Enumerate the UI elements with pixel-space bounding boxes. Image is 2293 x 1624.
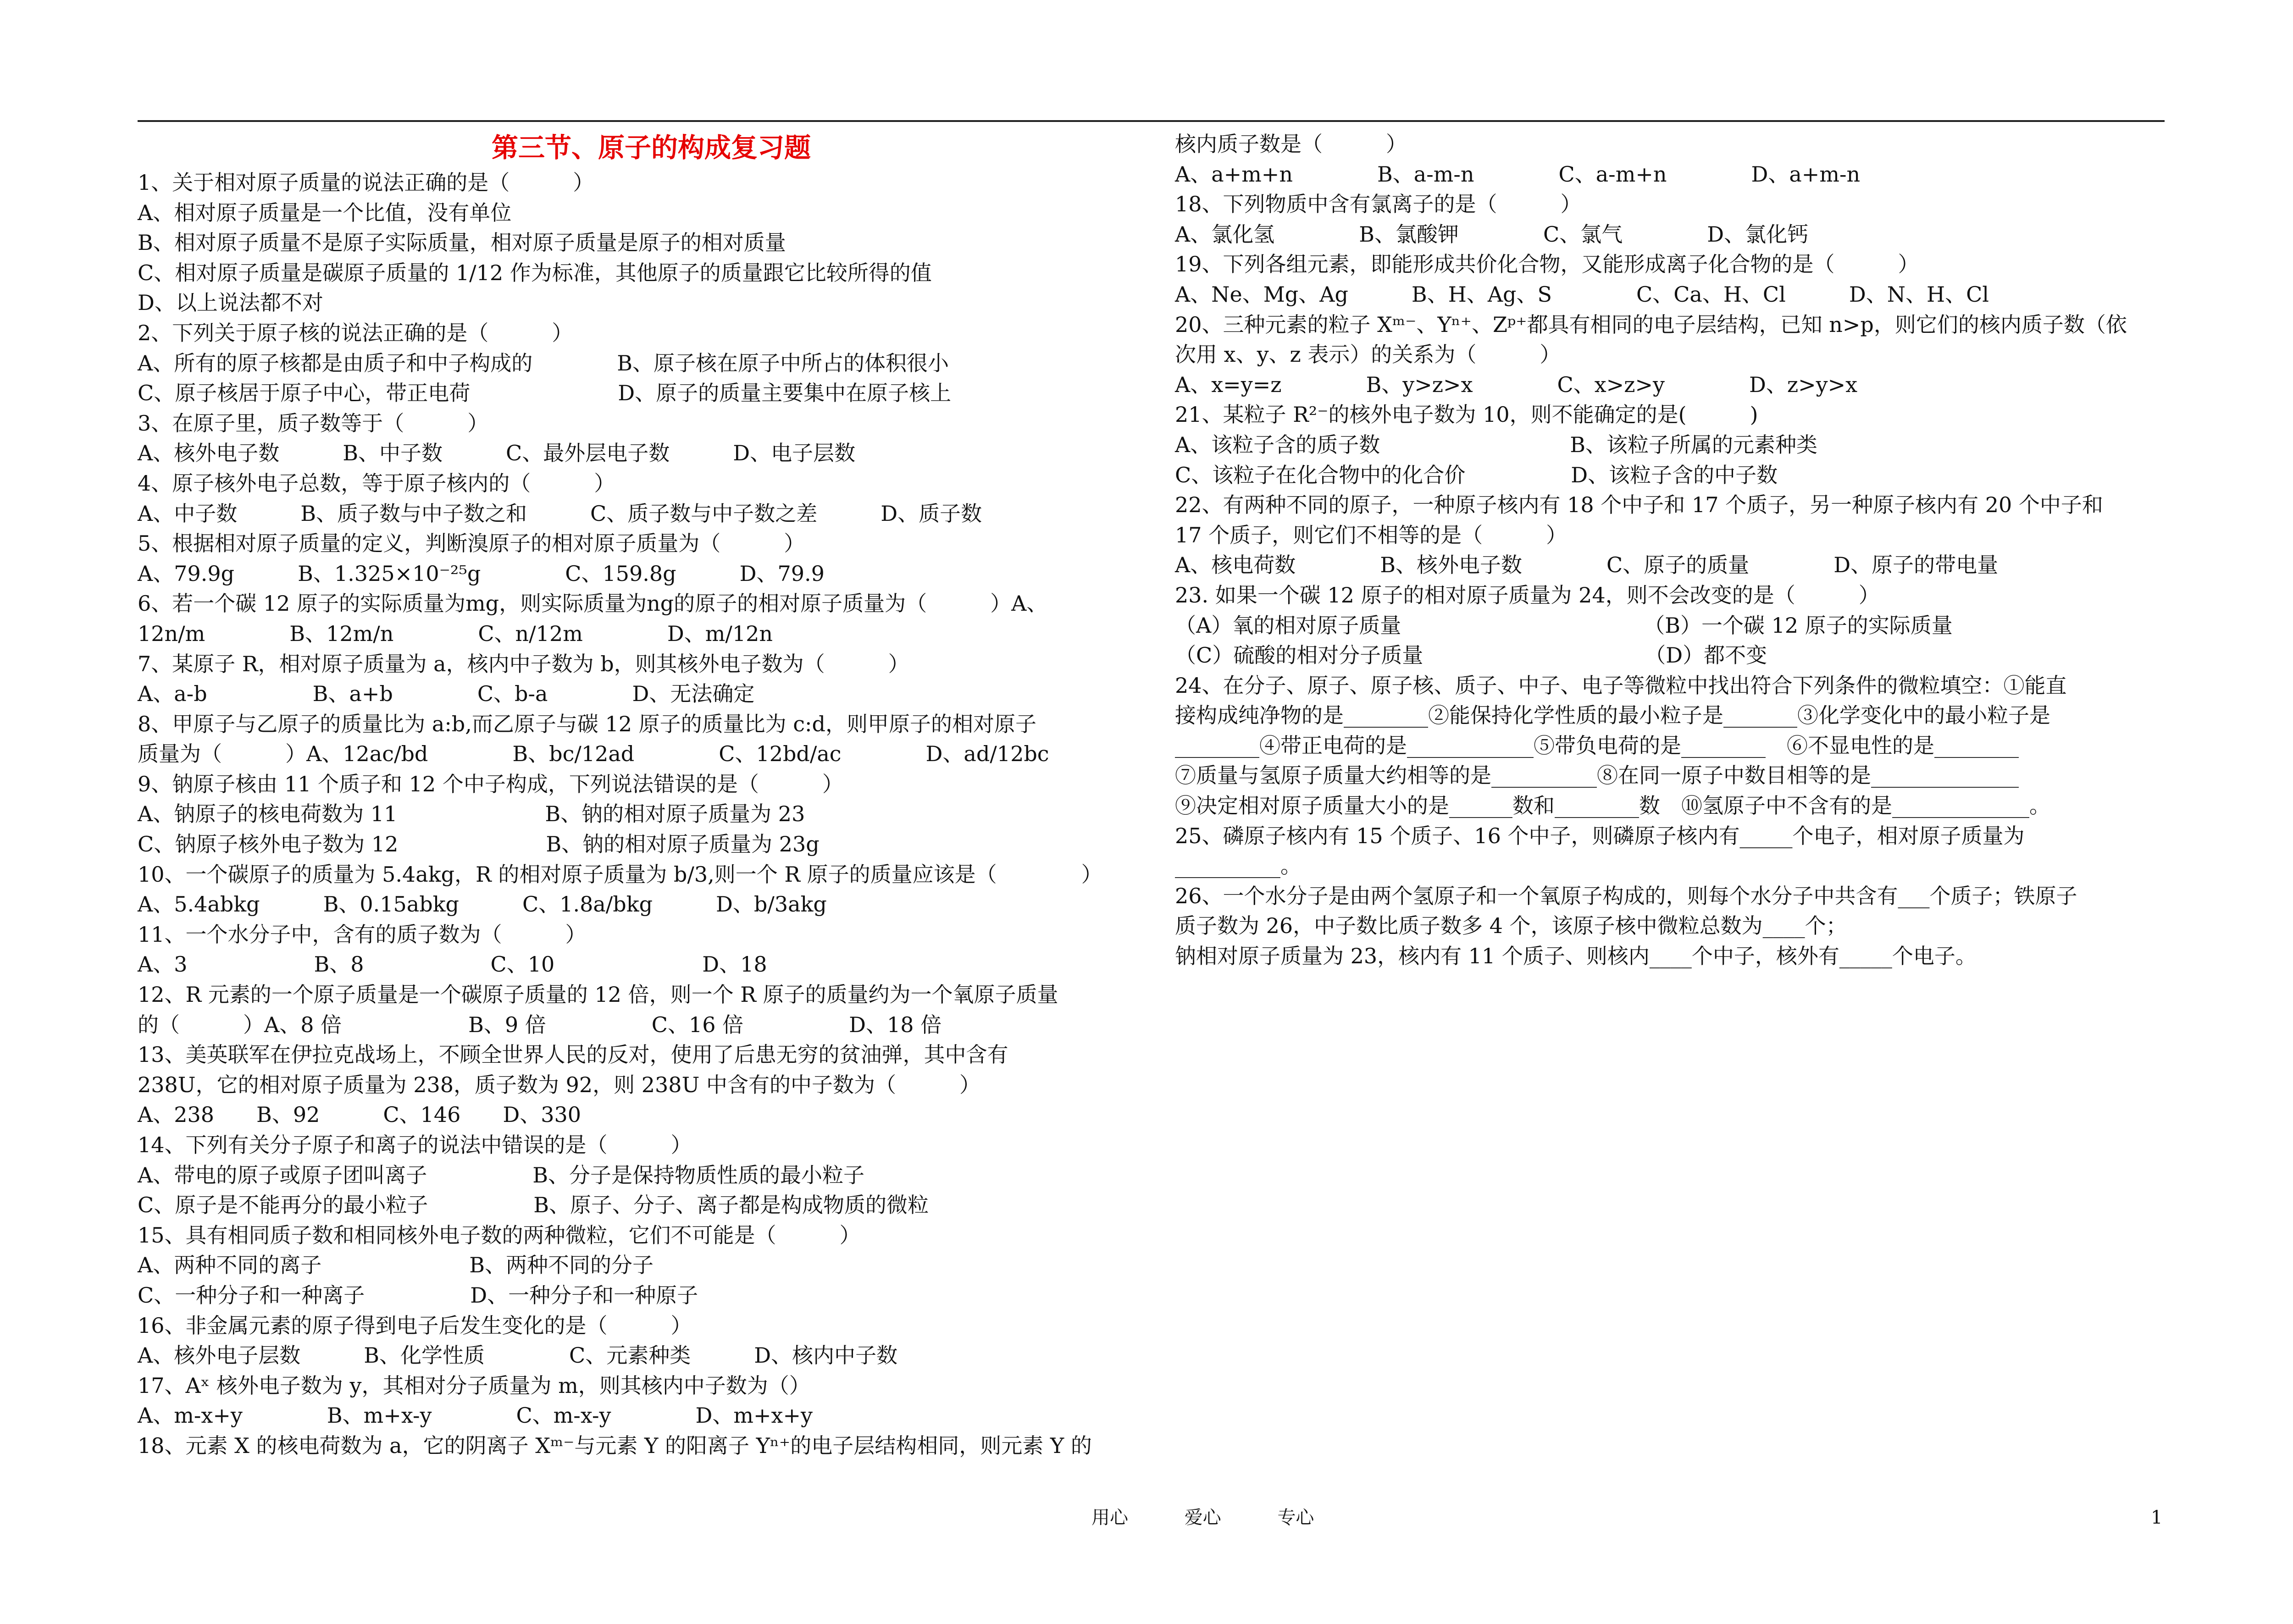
text-line: 18、下列物质中含有氯离子的是（ ） xyxy=(1175,192,1582,217)
text-line: C、一种分子和一种离子 D、一种分子和一种原子 xyxy=(138,1282,698,1308)
text-line: 10、一个碳原子的质量为 5.4akg，R 的相对原子质量为 b/3,则一个 R 原子的质量应该是（ ） xyxy=(138,862,1102,887)
text-line: 6、若一个碳 12 原子的实际质量为mg，则实际质量为ng的原子的相对原子质量为（ ）A、 xyxy=(138,591,1048,616)
text-line: 22、有两种不同的原子，一种原子核内有 18 个中子和 17 个质子，另一种原子核内有 20 个中子和 xyxy=(1175,492,2103,518)
text-line: A、核外电子数 B、中子数 C、最外层电子数 D、电子层数 xyxy=(138,441,856,466)
text-line: A、所有的原子核都是由质子和中子构成的 B、原子核在原子中所占的体积很小 xyxy=(138,350,949,376)
text-line: C、钠原子核外电子数为 12 B、钠的相对原子质量为 23g xyxy=(138,832,820,857)
text-line: 23. 如果一个碳 12 原子的相对原子质量为 24，则不会改变的是（ ） xyxy=(1175,582,1880,608)
text-line: 12、R 元素的一个原子质量是一个碳原子质量的 12 倍，则一个 R 原子的质量约为一个氧原子质量 xyxy=(138,982,1058,1007)
text-line: 11、一个水分子中，含有的质子数为（ ） xyxy=(138,922,587,947)
text-line: A、钠原子的核电荷数为 11 B、钠的相对原子质量为 23 xyxy=(138,801,805,827)
header-rule xyxy=(138,120,2165,122)
text-line: （A）氧的相对原子质量 （B）一个碳 12 原子的实际质量 xyxy=(1175,613,1953,638)
left-column xyxy=(138,129,1165,1461)
text-line: A、该粒子含的质子数 B、该粒子所属的元素种类 xyxy=(1175,432,1818,457)
text-line: 238U，它的相对原子质量为 238，质子数为 92，则 238U 中含有的中子数为（ ） xyxy=(138,1072,980,1097)
text-line: 钠相对原子质量为 23，核内有 11 个质子、则核内____个中子，核外有_____个电子。 xyxy=(1175,944,1977,969)
text-line: __________。 xyxy=(1175,853,1302,878)
text-line: A、带电的原子或原子团叫离子 B、分子是保持物质性质的最小粒子 xyxy=(138,1162,865,1188)
text-line: 20、三种元素的粒子 Xᵐ⁻、Yⁿ⁺、Zᵖ⁺都具有相同的电子层结构，已知 n>p，则它们的核内质子数（依 xyxy=(1175,312,2127,337)
text-line: A、3 B、8 C、10 D、18 xyxy=(138,952,767,977)
text-line: A、79.9g B、1.325×10⁻²⁵g C、159.8g D、79.9 xyxy=(138,561,825,586)
text-line: A、两种不同的离子 B、两种不同的分子 xyxy=(138,1253,654,1278)
text-line: C、该粒子在化合物中的化合价 D、该粒子含的中子数 xyxy=(1175,462,1778,487)
page-title: 第三节、原子的构成复习题 xyxy=(491,132,811,163)
text-line: A、m-x+y B、m+x-y C、m-x-y D、m+x+y xyxy=(138,1403,813,1428)
text-line: 核内质子数是（ ） xyxy=(1175,132,1407,156)
text-line: 9、钠原子核由 11 个质子和 12 个中子构成，下列说法错误的是（ ） xyxy=(138,771,843,796)
text-line: A、氯化氢 B、氯酸钾 C、氯气 D、氯化钙 xyxy=(1175,221,1809,247)
left-question-lines xyxy=(138,168,1165,1461)
text-line: B、相对原子质量不是原子实际质量，相对原子质量是原子的相对质量 xyxy=(138,230,786,255)
text-line: 3、在原子里，质子数等于（ ） xyxy=(138,410,489,436)
text-line: 18、元素 X 的核电荷数为 a，它的阴离子 Xᵐ⁻与元素 Y 的阳离子 Yⁿ⁺的电子层结构相同，则元素 Y 的 xyxy=(138,1433,1092,1458)
text-line: A、中子数 B、质子数与中子数之和 C、质子数与中子数之差 D、质子数 xyxy=(138,501,982,526)
text-line: A、a-b B、a+b C、b-a D、无法确定 xyxy=(138,681,755,707)
text-line: 质子数为 26，中子数比质子数多 4 个，该原子核中微粒总数为____个； xyxy=(1175,913,1847,939)
text-line: C、原子是不能再分的最小粒子 B、原子、分子、离子都是构成物质的微粒 xyxy=(138,1193,929,1218)
text-line: ________④带正电荷的是____________⑤带负电荷的是________ ⑥不显电性的是________ xyxy=(1175,733,2019,758)
text-line: 12n/m B、12m/n C、n/12m D、m/12n xyxy=(138,621,773,646)
footer-motto xyxy=(1091,1504,1364,1531)
text-line: （C）硫酸的相对分子质量 （D）都不变 xyxy=(1175,643,1767,668)
text-line: C、原子核居于原子中心，带正电荷 D、原子的质量主要集中在原子核上 xyxy=(138,381,952,406)
page-number: 1 xyxy=(2151,1507,2163,1528)
text-line: A、核电荷数 B、核外电子数 C、原子的质量 D、原子的带电量 xyxy=(1175,552,1999,578)
text-line: A、核外电子层数 B、化学性质 C、元素种类 D、核内中子数 xyxy=(138,1343,898,1368)
text-line: ⑦质量与氢原子质量大约相等的是__________⑧在同一原子中数目相等的是______________ xyxy=(1175,763,2019,788)
text-line: 16、非金属元素的原子得到电子后发生变化的是（ ） xyxy=(138,1313,692,1338)
text-line: 24、在分子、原子、原子核、质子、中子、电子等微粒中找出符合下列条件的微粒填空：①能直 xyxy=(1175,673,2067,698)
text-line: ⑨决定相对原子质量大小的是______数和________数 ⑩氢原子中不含有的是_____________。 xyxy=(1175,793,2050,818)
right-column xyxy=(1175,129,2166,972)
text-line: 质量为（ ）A、12ac/bd B、bc/12ad C、12bd/ac D、ad/12bc xyxy=(138,741,1049,767)
text-line: 接构成纯净物的是________②能保持化学性质的最小粒子是_______③化学变化中的最小粒子是 xyxy=(1175,703,2050,728)
footer-word-3: 专心 xyxy=(1277,1507,1314,1528)
text-line: A、x=y=z B、y>z>x C、x>z>y D、z>y>x xyxy=(1175,372,1858,397)
text-line: 8、甲原子与乙原子的质量比为 a:b,而乙原子与碳 12 原子的质量比为 c:d，则甲原子的相对原子 xyxy=(138,711,1036,736)
text-line: A、238 B、92 C、146 D、330 xyxy=(138,1102,582,1127)
text-line: 4、原子核外电子总数，等于原子核内的（ ） xyxy=(138,470,615,496)
right-question-lines xyxy=(1175,129,2166,972)
text-line: A、a+m+n B、a-m-n C、a-m+n D、a+m-n xyxy=(1175,161,1861,187)
text-line: 25、磷原子核内有 15 个质子、16 个中子，则磷原子核内有_____个电子，相对原子质量为 xyxy=(1175,823,2025,848)
text-line: 21、某粒子 R²⁻的核外电子数为 10，则不能确定的是( ) xyxy=(1175,402,1758,427)
text-line: 5、根据相对原子质量的定义，判断溴原子的相对原子质量为（ ） xyxy=(138,531,805,556)
text-line: 2、下列关于原子核的说法正确的是（ ） xyxy=(138,320,573,345)
text-line: C、相对原子质量是碳原子质量的 1/12 作为标准，其他原子的质量跟它比较所得的值 xyxy=(138,260,932,285)
text-line: 17、Aˣ 核外电子数为 y，其相对分子质量为 m，则其核内中子数为（） xyxy=(138,1373,810,1398)
text-line: D、以上说法都不对 xyxy=(138,290,323,315)
text-line: 次用 x、y、z 表示）的关系为（ ） xyxy=(1175,342,1561,367)
footer-word-1: 用心 xyxy=(1091,1507,1128,1528)
text-line: 的（ ）A、8 倍 B、9 倍 C、16 倍 D、18 倍 xyxy=(138,1012,942,1037)
text-line: A、Ne、Mg、Ag B、H、Ag、S C、Ca、H、Cl D、N、H、Cl xyxy=(1175,282,1989,307)
text-line: 13、美英联军在伊拉克战场上，不顾全世界人民的反对，使用了后患无穷的贫油弹，其中含有 xyxy=(138,1042,1008,1067)
text-line: A、相对原子质量是一个比值，没有单位 xyxy=(138,200,512,225)
text-line: 15、具有相同质子数和相同核外电子数的两种微粒，它们不可能是（ ） xyxy=(138,1222,861,1248)
text-line: 7、某原子 R，相对原子质量为 a，核内中子数为 b，则其核外电子数为（ ） xyxy=(138,651,909,676)
text-line: 1、关于相对原子质量的说法正确的是（ ） xyxy=(138,170,594,195)
text-line: A、5.4abkg B、0.15abkg C、1.8a/bkg D、b/3akg xyxy=(138,892,827,917)
text-line: 26、一个水分子是由两个氢原子和一个氧原子构成的，则每个水分子中共含有___个质子；铁原子 xyxy=(1175,883,2077,908)
footer-word-2: 爱心 xyxy=(1184,1507,1221,1528)
text-line: 14、下列有关分子原子和离子的说法中错误的是（ ） xyxy=(138,1132,692,1157)
text-line: 17 个质子，则它们不相等的是（ ） xyxy=(1175,522,1567,547)
text-line: 19、下列各组元素，即能形成共价化合物，又能形成离子化合物的是（ ） xyxy=(1175,252,1919,277)
